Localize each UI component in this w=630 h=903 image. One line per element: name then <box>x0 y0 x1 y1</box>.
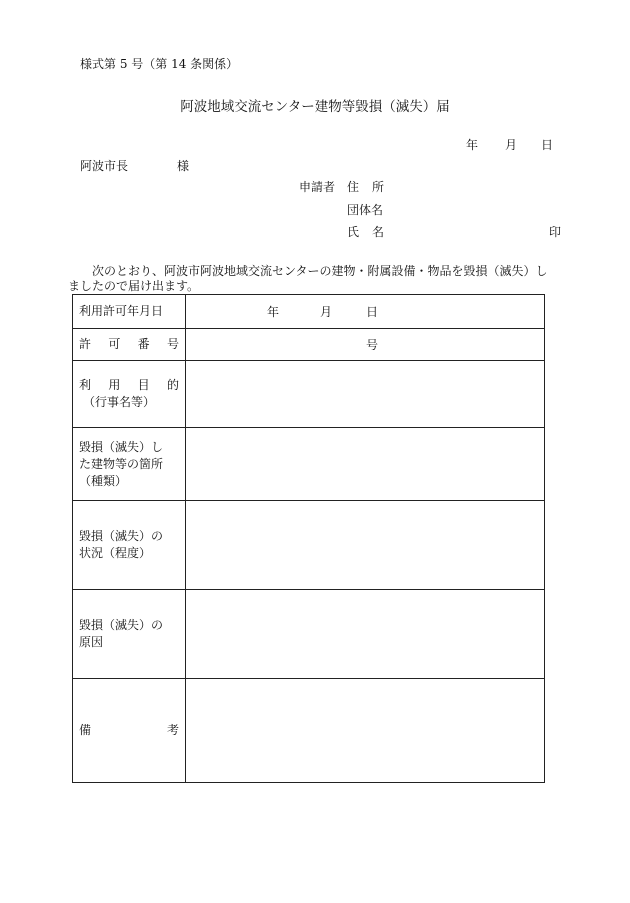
location-label <box>73 428 186 501</box>
permit-number-cell[interactable] <box>186 329 545 361</box>
body-line-1: 次のとおり、阿波市阿波地域交流センターの建物・附属設備・物品を毀損（滅失）し <box>92 264 548 278</box>
applicant-label: 申請者 <box>299 180 336 194</box>
status-label-1: 毀損（滅失）の <box>79 529 164 543</box>
address-label-2: 所 <box>372 180 385 194</box>
table-row-status <box>73 501 545 590</box>
cause-label-1: 毀損（滅失）の <box>79 618 164 632</box>
status-label-2: 状況（程度） <box>79 546 152 560</box>
date-year-label: 年 <box>466 138 479 152</box>
date-month-label: 月 <box>505 138 518 152</box>
permit-date-month: 月 <box>320 305 333 319</box>
table-row-remarks <box>73 679 545 783</box>
permit-date-day: 日 <box>366 305 379 319</box>
remarks-label-2: 考 <box>166 723 179 737</box>
table-row-purpose <box>73 361 545 428</box>
permit-number-label-4: 号 <box>166 337 179 351</box>
remarks-label-1: 備 <box>79 723 92 737</box>
permit-date-cell[interactable] <box>186 295 545 329</box>
table-row-location <box>73 428 545 501</box>
permit-number-suffix: 号 <box>366 338 379 352</box>
body-text <box>68 264 560 294</box>
purpose-label-2: 用 <box>108 378 121 392</box>
location-cell[interactable] <box>186 428 545 501</box>
permit-date-year: 年 <box>267 305 280 319</box>
seal-mark: 印 <box>549 225 562 239</box>
addressee-name: 阿波市長 <box>80 159 129 173</box>
name-label-2: 名 <box>372 225 385 239</box>
location-label-1: 毀損（滅失）し <box>79 439 164 454</box>
remarks-cell[interactable] <box>186 679 545 783</box>
purpose-label-3: 目 <box>137 378 150 392</box>
purpose-label-sub: （行事名等） <box>83 395 156 409</box>
status-label <box>73 501 186 590</box>
remarks-label <box>73 679 186 783</box>
table-row-permit-date <box>73 295 545 329</box>
purpose-cell[interactable] <box>186 361 545 428</box>
status-cell[interactable] <box>186 501 545 590</box>
report-table <box>72 294 545 783</box>
cause-label <box>73 590 186 679</box>
group-name-label: 団体名 <box>347 203 384 217</box>
cause-cell[interactable] <box>186 590 545 679</box>
table-row-cause <box>73 590 545 679</box>
purpose-label <box>73 361 186 428</box>
location-label-2: た建物等の箇所 <box>79 456 164 471</box>
body-line-2: ましたので届け出ます。 <box>68 279 200 293</box>
permit-number-label-1: 許 <box>79 337 92 351</box>
permit-number-label-2: 可 <box>108 337 121 351</box>
table-row-permit-number <box>73 329 545 361</box>
addressee-honorific: 様 <box>177 159 190 173</box>
permit-number-label-3: 番 <box>137 337 150 351</box>
address-label-1: 住 <box>347 180 360 194</box>
cause-label-2: 原因 <box>79 635 104 649</box>
permit-number-label <box>73 329 186 361</box>
location-label-3: （種類） <box>79 473 128 488</box>
permit-date-label: 利用許可年月日 <box>73 295 186 329</box>
purpose-label-4: 的 <box>166 378 179 392</box>
page-title: 阿波地域交流センター建物等毀損（滅失）届 <box>180 99 450 115</box>
name-label-1: 氏 <box>347 225 360 239</box>
form-number: 様式第 5 号（第 14 条関係） <box>80 57 239 71</box>
purpose-label-1: 利 <box>79 378 92 392</box>
date-day-label: 日 <box>541 138 554 152</box>
